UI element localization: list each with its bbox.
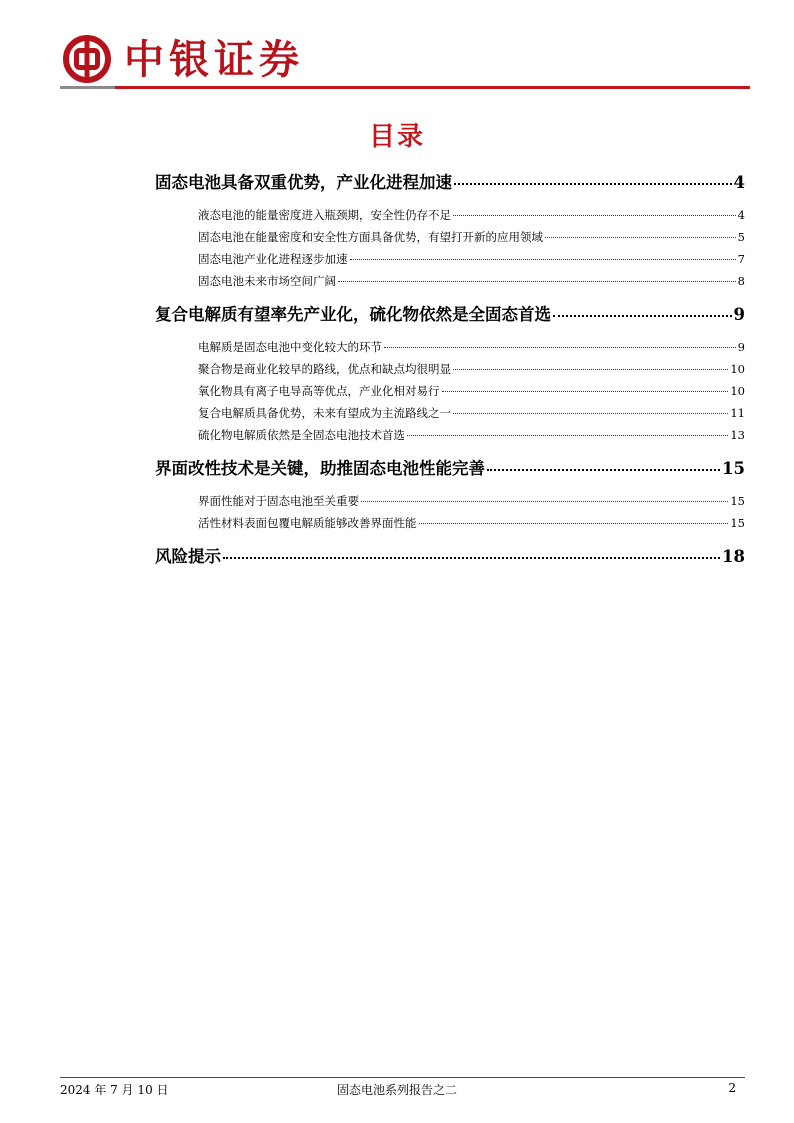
table-of-contents [155,170,745,580]
toc-subheading-page: 15 [730,494,745,508]
toc-title: 目录 [368,122,425,152]
toc-subheading-page: 13 [730,428,745,442]
dot-leader [338,281,736,282]
header-rule-accent [115,86,750,89]
toc-subheading-title: 活性材料表面包覆电解质能够改善界面性能 [198,516,417,530]
dot-leader [453,215,736,216]
footer-page-number: 2 [728,1081,736,1095]
dot-leader [361,501,728,502]
toc-subheading-page: 8 [737,274,745,288]
dot-leader [487,469,720,471]
toc-heading-title: 风险提示 [155,547,221,566]
toc-subheading-page: 15 [730,516,745,530]
dot-leader [453,413,728,414]
toc-heading[interactable] [155,544,745,570]
toc-subheading-title: 氧化物具有离子电导高等优点，产业化相对易行 [198,384,440,398]
toc-subheading[interactable] [155,358,745,380]
toc-subheading-title: 固态电池在能量密度和安全性方面具备优势，有望打开新的应用领域 [198,230,543,244]
footer-date: 2024 年 7 月 10 日 [60,1083,169,1097]
toc-section [155,170,745,292]
toc-subheading-title: 电解质是固态电池中变化较大的环节 [198,340,382,354]
toc-subheading-page: 10 [730,362,745,376]
toc-subheading-title: 界面性能对于固态电池至关重要 [198,494,359,508]
toc-heading-title: 界面改性技术是关键，助推固态电池性能完善 [155,459,485,478]
dot-leader [223,557,720,559]
toc-section [155,456,745,534]
toc-subheading-title: 固态电池产业化进程逐步加速 [198,252,348,266]
toc-subheading[interactable] [155,270,745,292]
footer-series-title: 固态电池系列报告之二 [336,1083,457,1097]
toc-subheading[interactable] [155,490,745,512]
toc-subheading-title: 复合电解质具备优势，未来有望成为主流路线之一 [198,406,451,420]
toc-section [155,544,745,570]
toc-subheading[interactable] [155,512,745,534]
dot-leader [442,391,729,392]
toc-subheading-page: 11 [730,406,745,420]
toc-heading[interactable] [155,456,745,482]
toc-subheading-title: 固态电池未来市场空间广阔 [198,274,336,288]
toc-subheading[interactable] [155,424,745,446]
dot-leader [453,369,728,370]
dot-leader [407,435,728,436]
toc-subheading[interactable] [155,226,745,248]
toc-subheading-page: 10 [730,384,745,398]
dot-leader [419,523,729,524]
toc-heading-title: 固态电池具备双重优势，产业化进程加速 [155,173,452,192]
toc-heading-page: 9 [733,305,745,324]
toc-section [155,302,745,446]
toc-subheading[interactable] [155,380,745,402]
logo-text: 中银证券 [124,37,304,83]
toc-subheading[interactable] [155,336,745,358]
footer-rule [60,1077,745,1078]
toc-subheading-page: 5 [737,230,745,244]
bank-of-china-logo-icon [62,34,112,84]
toc-heading-page: 18 [722,547,745,566]
toc-subheading-page: 7 [737,252,745,266]
toc-subheading[interactable] [155,248,745,270]
toc-subheading-title: 聚合物是商业化较早的路线，优点和缺点均很明显 [198,362,451,376]
toc-heading[interactable] [155,170,745,196]
toc-heading[interactable] [155,302,745,328]
toc-subheading[interactable] [155,204,745,226]
dot-leader [384,347,736,348]
dot-leader [545,237,736,238]
toc-subheading-title: 液态电池的能量密度进入瓶颈期，安全性仍存不足 [198,208,451,222]
toc-heading-page: 4 [733,173,745,192]
toc-heading-title: 复合电解质有望率先产业化，硫化物依然是全固态首选 [155,305,551,324]
toc-subheading-page: 4 [737,208,745,222]
dot-leader [454,183,732,185]
dot-leader [350,259,736,260]
toc-subheading[interactable] [155,402,745,424]
dot-leader [553,315,732,317]
toc-subheading-title: 硫化物电解质依然是全固态电池技术首选 [198,428,405,442]
toc-heading-page: 15 [722,459,745,478]
toc-subheading-page: 9 [737,340,745,354]
